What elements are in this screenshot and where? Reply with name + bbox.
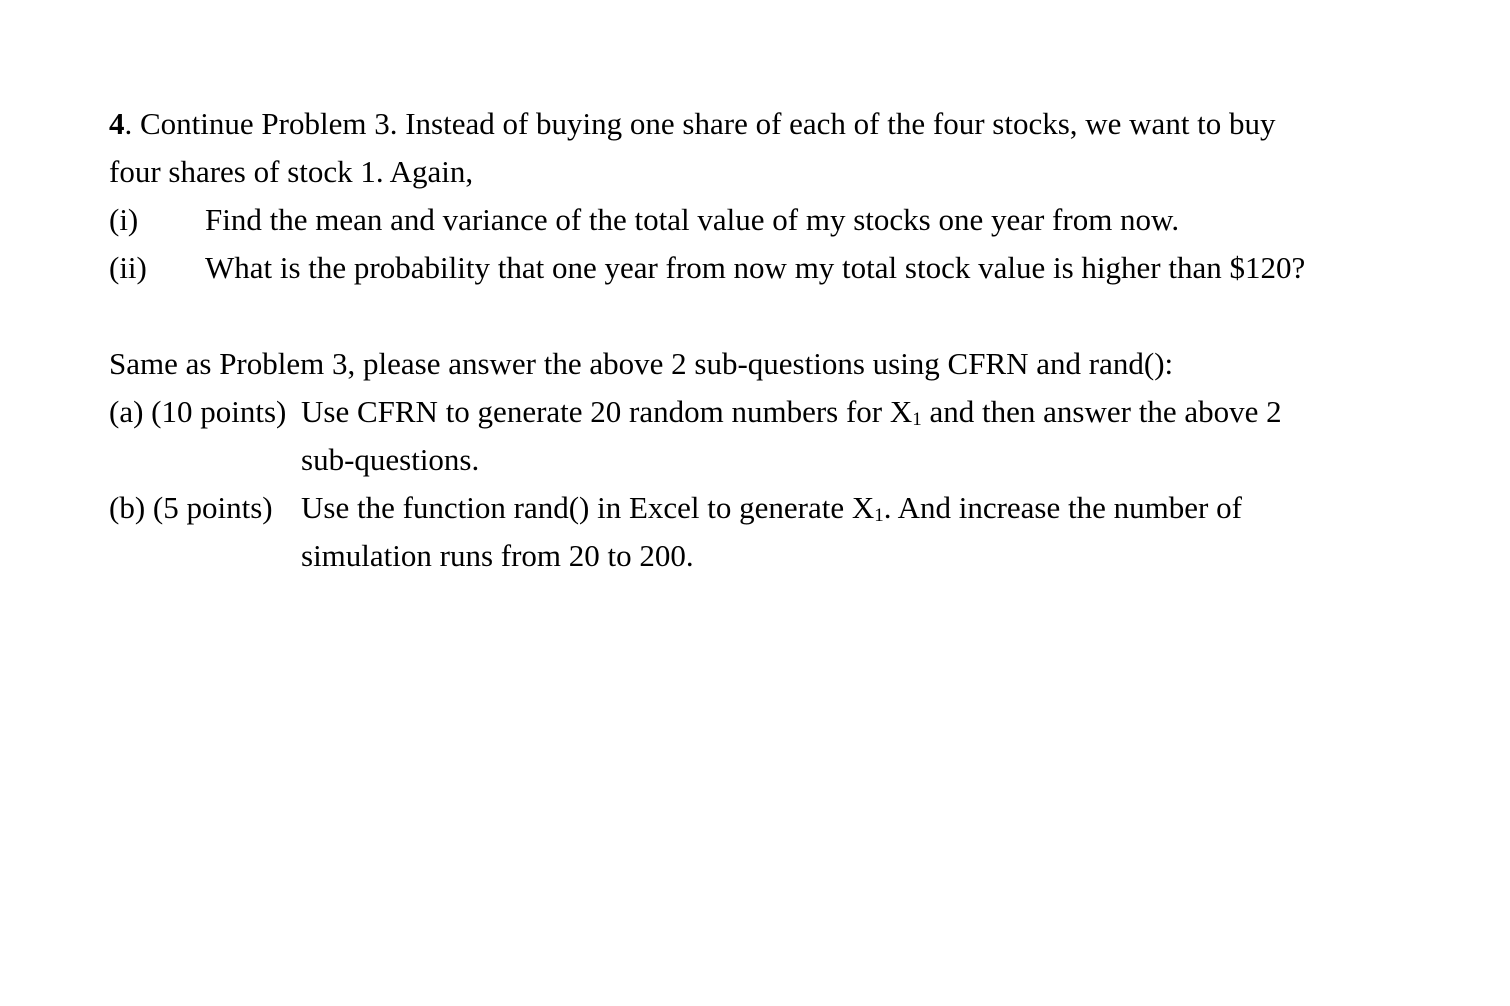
part-b-text xyxy=(301,487,1242,535)
part-a xyxy=(109,391,1409,439)
part-b-text-2: . And increase the number of xyxy=(883,490,1242,525)
part-a-text-2: and then answer the above 2 xyxy=(921,394,1282,429)
sub-question-i-text: Find the mean and variance of the total value of my stocks one year from now. xyxy=(205,202,1180,237)
sub-question-i xyxy=(109,199,1409,247)
part-b-subscript: 1 xyxy=(874,505,884,526)
sub-question-ii-text: What is the probability that one year from now my total stock value is higher than $120? xyxy=(205,250,1306,285)
sub-question-i-marker: (i) xyxy=(109,202,139,237)
document-body xyxy=(109,103,1409,583)
part-a-marker: (a) (10 points) xyxy=(109,394,287,429)
part-b xyxy=(109,487,1409,535)
sub-question-ii xyxy=(109,247,1409,295)
part-a-text xyxy=(301,391,1282,439)
part-b-continuation: simulation runs from 20 to 200. xyxy=(301,538,694,573)
part-b-text-1: Use the function rand() in Excel to generate X xyxy=(301,490,875,525)
part-b-marker: (b) (5 points) xyxy=(109,490,273,525)
instructions-lead: Same as Problem 3, please answer the above 2 sub-questions using CFRN and rand(): xyxy=(109,346,1174,381)
sub-question-ii-marker: (ii) xyxy=(109,250,147,285)
paragraph-spacer xyxy=(109,295,1409,343)
problem-number: 4 xyxy=(109,106,125,141)
part-a-text-1: Use CFRN to generate 20 random numbers for X xyxy=(301,394,913,429)
problem-intro-line-1 xyxy=(109,103,1409,151)
problem-intro-text-1: . Continue Problem 3. Instead of buying one share of each of the four stocks, we want to buy xyxy=(124,106,1276,141)
problem-intro-line-2: four shares of stock 1. Again, xyxy=(109,154,474,189)
part-a-subscript: 1 xyxy=(912,409,922,430)
part-a-continuation: sub-questions. xyxy=(301,442,480,477)
